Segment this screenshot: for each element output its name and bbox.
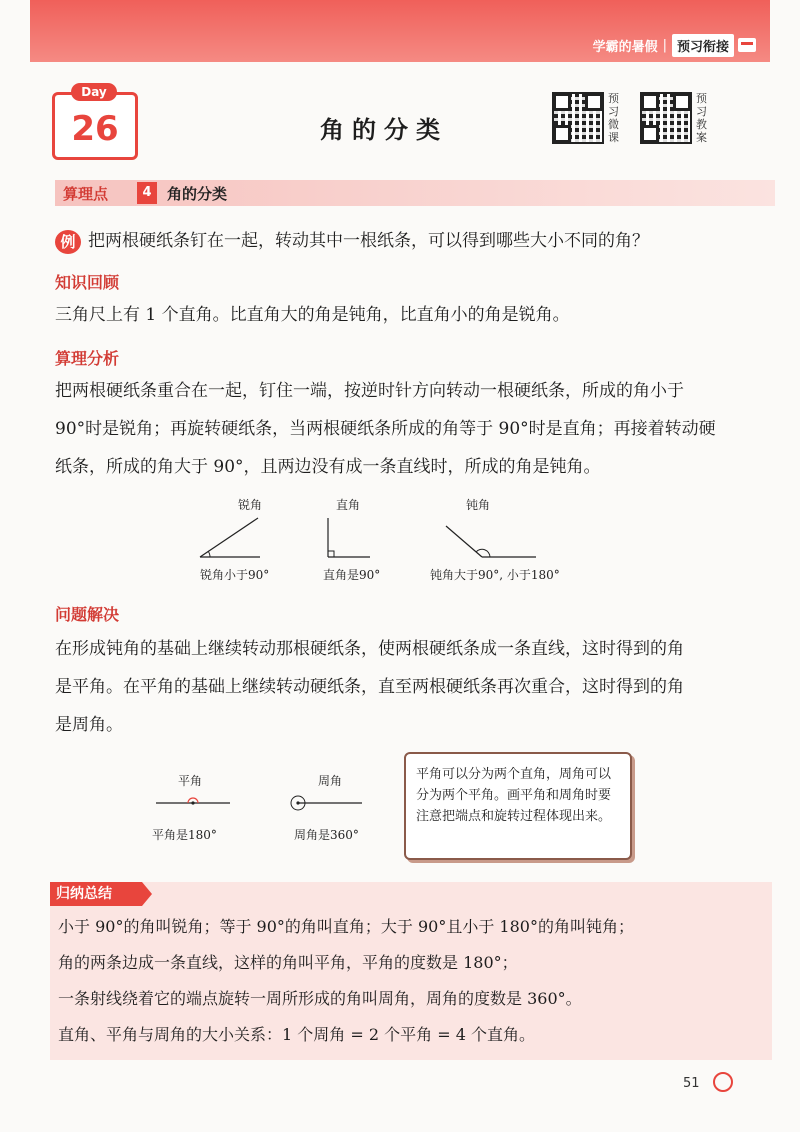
analysis-heading: 算理分析 — [55, 349, 120, 368]
brand-separator: | — [662, 37, 667, 53]
right-angle-diagram — [322, 512, 382, 562]
solution-line: 在形成钝角的基础上继续转动那根硬纸条，使两根硬纸条成一条直线，这时得到的角 — [55, 639, 684, 659]
obtuse-angle-ray — [446, 526, 482, 557]
day-badge — [52, 85, 138, 160]
analysis-line: 90°时是锐角；再旋转硬纸条，当两根硬纸条所成的角等于 90°时是直角；再接着转动硬 — [55, 419, 716, 439]
obtuse-angle-title: 钝角 — [466, 498, 491, 512]
qr-code-preview-video[interactable] — [552, 92, 604, 144]
qr-label-preview-video: 预习微课 — [608, 92, 619, 144]
page-title: 角的分类 — [320, 116, 448, 144]
straight-angle-title: 平角 — [178, 774, 203, 788]
right-angle-title: 直角 — [336, 498, 361, 512]
page-number: 51 — [683, 1076, 700, 1091]
full-angle-caption: 周角是360° — [294, 828, 359, 842]
review-heading: 知识回顾 — [55, 273, 120, 292]
analysis-line: 把两根硬纸条重合在一起，钉住一端，按逆时针方向转动一根硬纸条，所成的角小于 — [55, 381, 684, 401]
day-number: 26 — [71, 109, 119, 149]
sun-icon — [713, 1072, 733, 1092]
full-angle-title: 周角 — [318, 774, 343, 788]
acute-angle-diagram — [196, 512, 276, 562]
straight-angle-diagram — [154, 792, 234, 812]
solution-line: 是周角。 — [55, 715, 123, 735]
obtuse-angle-caption: 钝角大于90°, 小于180° — [430, 568, 560, 582]
acute-angle-caption: 锐角小于90° — [200, 568, 270, 582]
example-question: 把两根硬纸条钉在一起，转动其中一根纸条，可以得到哪些大小不同的角？ — [88, 231, 649, 251]
summary-line: 小于 90°的角叫锐角；等于 90°的角叫直角；大于 90°且小于 180°的角叫钝角； — [58, 917, 634, 936]
summary-line: 角的两条边成一条直线，这样的角叫平角，平角的度数是 180°； — [58, 953, 518, 972]
summary-box — [50, 882, 772, 1060]
full-angle-diagram — [286, 792, 366, 814]
straight-angle-caption: 平角是180° — [152, 828, 217, 842]
summary-line: 直角、平角与周角的大小关系：1 个周角 = 2 个平角 = 4 个直角。 — [58, 1025, 535, 1044]
review-text: 三角尺上有 1 个直角。比直角大的角是钝角，比直角小的角是锐角。 — [55, 305, 570, 325]
book-icon — [738, 38, 756, 52]
section-label: 算理点 — [63, 185, 109, 203]
day-label: Day — [71, 83, 117, 101]
series-brand — [593, 34, 756, 56]
acute-angle-arc — [208, 551, 210, 557]
tip-box — [404, 752, 632, 860]
solution-heading: 问题解决 — [55, 605, 120, 624]
right-angle-mark — [328, 551, 334, 557]
straight-angle-vertex — [191, 801, 194, 804]
example-tag: 例 — [55, 230, 81, 254]
solution-line: 是平角。在平角的基础上继续转动硬纸条，直至两根硬纸条再次重合，这时得到的角 — [55, 677, 684, 697]
acute-angle-title: 锐角 — [238, 498, 263, 512]
tip-text: 平角可以分为两个直角，周角可以分为两个平角。画平角和周角时要注意把端点和旋转过程体现出来。 — [416, 767, 612, 824]
obtuse-angle-diagram — [440, 512, 540, 562]
section-number: 4 — [137, 182, 157, 204]
summary-line: 一条射线绕着它的端点旋转一周所形成的角叫周角，周角的度数是 360°。 — [58, 989, 582, 1008]
analysis-line: 纸条，所成的角大于 90°，且两边没有成一条直线时，所成的角是钝角。 — [55, 457, 601, 477]
summary-tag: 归纳总结 — [50, 882, 142, 906]
right-angle-caption: 直角是90° — [323, 568, 381, 582]
qr-code-preview-plan[interactable] — [640, 92, 692, 144]
section-bar — [55, 180, 775, 206]
full-angle-vertex — [296, 801, 299, 804]
section-topic: 角的分类 — [167, 185, 228, 203]
brand-subtitle: 预习衔接 — [672, 34, 734, 57]
qr-label-preview-plan: 预习教案 — [696, 92, 707, 144]
brand-series: 学霸的暑假 — [592, 39, 658, 55]
